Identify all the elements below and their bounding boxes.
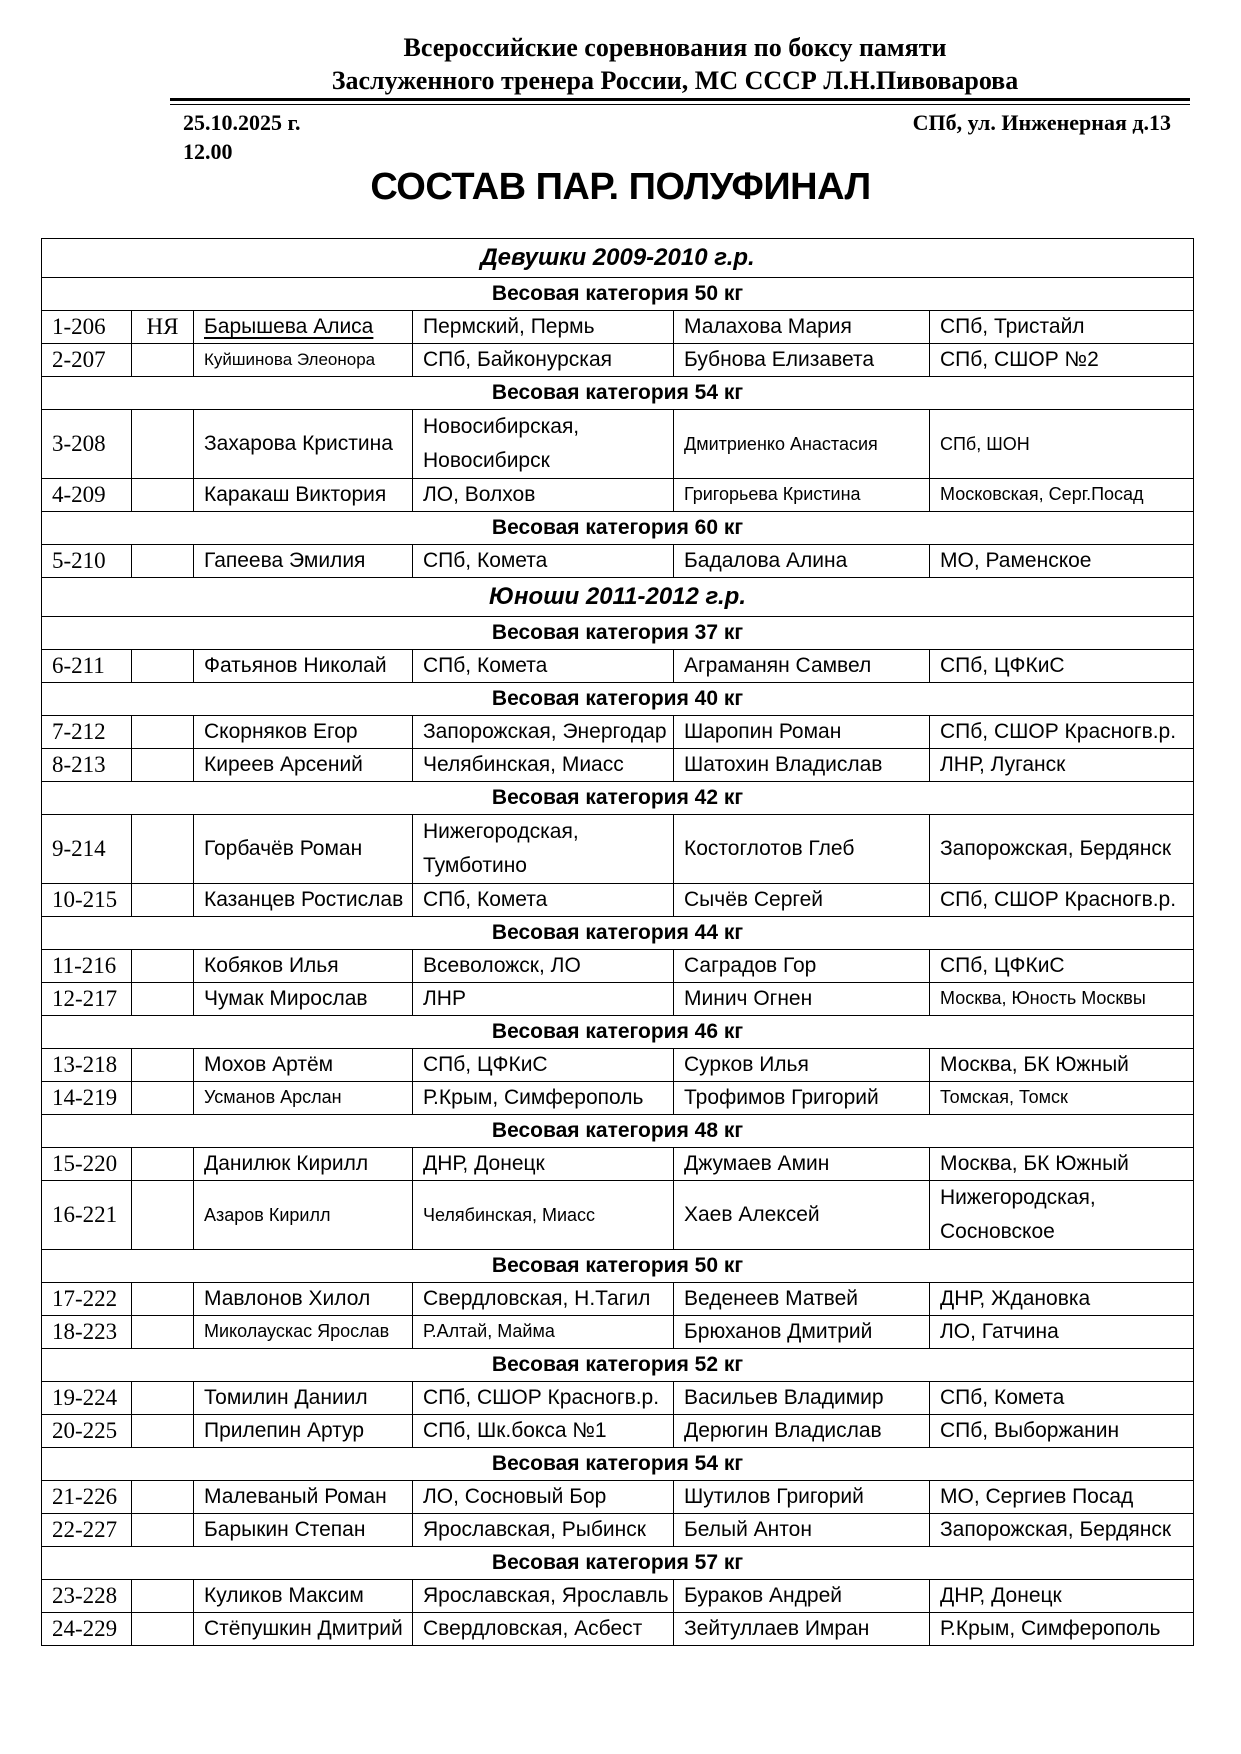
pairs-table — [41, 238, 1194, 1646]
blue-corner-team: СПб, Тристайл — [930, 311, 1194, 344]
weight-category-row — [42, 917, 1194, 950]
header-line-1: Всероссийские соревнования по боксу памяти — [403, 33, 947, 62]
pair-row — [42, 545, 1194, 578]
blue-corner-team: Москва, Юность Москвы — [930, 983, 1194, 1016]
status-flag — [132, 1613, 194, 1646]
pair-row — [42, 1049, 1194, 1082]
pair-row — [42, 749, 1194, 782]
group-header-row — [42, 239, 1194, 278]
red-corner-team: СПб, Комета — [413, 650, 674, 683]
blue-corner-team: Запорожская, Бердянск — [930, 815, 1194, 884]
blue-corner-team: ДНР, Донецк — [930, 1580, 1194, 1613]
blue-corner-team: МО, Сергиев Посад — [930, 1481, 1194, 1514]
status-flag — [132, 1082, 194, 1115]
red-corner-boxer: Малеваный Роман — [194, 1481, 413, 1514]
page-title: СОСТАВ ПАР. ПОЛУФИНАЛ — [370, 166, 871, 208]
status-flag — [132, 650, 194, 683]
status-flag — [132, 1148, 194, 1181]
red-corner-boxer: Захарова Кристина — [194, 410, 413, 479]
pair-row — [42, 983, 1194, 1016]
event-date: 25.10.2025 г. — [183, 110, 301, 135]
pair-number: 18-223 — [42, 1316, 132, 1349]
weight-category-row — [42, 377, 1194, 410]
pair-row — [42, 1283, 1194, 1316]
weight-category-row — [42, 683, 1194, 716]
weight-category-label: Весовая категория 50 кг — [42, 1250, 1194, 1283]
pair-number: 1-206 — [42, 311, 132, 344]
status-flag — [132, 1514, 194, 1547]
pair-row — [42, 1613, 1194, 1646]
red-corner-boxer: Барыкин Степан — [194, 1514, 413, 1547]
status-flag — [132, 1181, 194, 1250]
status-flag — [132, 950, 194, 983]
red-corner-boxer: Мохов Артём — [194, 1049, 413, 1082]
weight-category-label: Весовая категория 48 кг — [42, 1115, 1194, 1148]
red-corner-team: Всеволожск, ЛО — [413, 950, 674, 983]
pair-number: 7-212 — [42, 716, 132, 749]
red-corner-boxer: Миколаускас Ярослав — [194, 1316, 413, 1349]
pair-number: 19-224 — [42, 1382, 132, 1415]
pair-number: 13-218 — [42, 1049, 132, 1082]
red-corner-boxer: Стёпушкин Дмитрий — [194, 1613, 413, 1646]
blue-corner-boxer: Дмитриенко Анастасия — [674, 410, 930, 479]
header-rule-thin — [170, 104, 1190, 105]
pair-number: 20-225 — [42, 1415, 132, 1448]
weight-category-row — [42, 1115, 1194, 1148]
red-corner-boxer: Каракаш Виктория — [194, 479, 413, 512]
blue-corner-boxer: Белый Антон — [674, 1514, 930, 1547]
red-corner-team: Ярославская, Рыбинск — [413, 1514, 674, 1547]
weight-category-row — [42, 782, 1194, 815]
pair-number: 14-219 — [42, 1082, 132, 1115]
status-flag — [132, 1316, 194, 1349]
status-flag — [132, 1415, 194, 1448]
pair-row — [42, 1514, 1194, 1547]
blue-corner-boxer: Малахова Мария — [674, 311, 930, 344]
blue-corner-boxer: Дерюгин Владислав — [674, 1415, 930, 1448]
status-flag — [132, 545, 194, 578]
status-flag — [132, 884, 194, 917]
blue-corner-team: ЛО, Гатчина — [930, 1316, 1194, 1349]
blue-corner-team: Москва, БК Южный — [930, 1148, 1194, 1181]
blue-corner-team: СПб, ЦФКиС — [930, 650, 1194, 683]
pair-number: 9-214 — [42, 815, 132, 884]
pair-number: 24-229 — [42, 1613, 132, 1646]
red-corner-team: СПб, Шк.бокса №1 — [413, 1415, 674, 1448]
weight-category-row — [42, 1547, 1194, 1580]
red-corner-team: ДНР, Донецк — [413, 1148, 674, 1181]
pair-number: 11-216 — [42, 950, 132, 983]
blue-corner-boxer: Бураков Андрей — [674, 1580, 930, 1613]
blue-corner-team: Московская, Серг.Посад — [930, 479, 1194, 512]
age-group-label: Юноши 2011-2012 г.р. — [42, 578, 1194, 617]
red-corner-boxer: Киреев Арсений — [194, 749, 413, 782]
weight-category-row — [42, 278, 1194, 311]
age-group-label: Девушки 2009-2010 г.р. — [42, 239, 1194, 278]
blue-corner-team: ДНР, Ждановка — [930, 1283, 1194, 1316]
status-flag — [132, 983, 194, 1016]
red-corner-team: Р.Алтай, Майма — [413, 1316, 674, 1349]
blue-corner-boxer: Зейтуллаев Имран — [674, 1613, 930, 1646]
pair-number: 2-207 — [42, 344, 132, 377]
weight-category-label: Весовая категория 37 кг — [42, 617, 1194, 650]
weight-category-label: Весовая категория 54 кг — [42, 377, 1194, 410]
pair-row — [42, 344, 1194, 377]
pair-row — [42, 716, 1194, 749]
pair-number: 12-217 — [42, 983, 132, 1016]
pair-number: 8-213 — [42, 749, 132, 782]
red-corner-team: Челябинская, Миасс — [413, 749, 674, 782]
pair-row — [42, 311, 1194, 344]
weight-category-row — [42, 1448, 1194, 1481]
weight-category-label: Весовая категория 60 кг — [42, 512, 1194, 545]
blue-corner-boxer: Хаев Алексей — [674, 1181, 930, 1250]
pair-row — [42, 1082, 1194, 1115]
weight-category-label: Весовая категория 40 кг — [42, 683, 1194, 716]
weight-category-label: Весовая категория 54 кг — [42, 1448, 1194, 1481]
status-flag — [132, 410, 194, 479]
header-rule-thick — [170, 98, 1190, 101]
red-corner-team: ЛНР — [413, 983, 674, 1016]
red-corner-boxer-name: Барышева Алиса — [204, 315, 374, 339]
blue-corner-boxer: Веденеев Матвей — [674, 1283, 930, 1316]
pair-number: 23-228 — [42, 1580, 132, 1613]
red-corner-team: Пермский, Пермь — [413, 311, 674, 344]
red-corner-team: Нижегородская, Тумботино — [413, 815, 674, 884]
red-corner-boxer: Куликов Максим — [194, 1580, 413, 1613]
blue-corner-team: СПб, Комета — [930, 1382, 1194, 1415]
blue-corner-boxer: Сычёв Сергей — [674, 884, 930, 917]
red-corner-team: СПб, ЦФКиС — [413, 1049, 674, 1082]
status-flag — [132, 479, 194, 512]
blue-corner-boxer: Саградов Гор — [674, 950, 930, 983]
pair-number: 3-208 — [42, 410, 132, 479]
red-corner-boxer: Чумак Мирослав — [194, 983, 413, 1016]
red-corner-boxer: Данилюк Кирилл — [194, 1148, 413, 1181]
red-corner-team: Челябинская, Миасс — [413, 1181, 674, 1250]
red-corner-team: Ярославская, Ярославль — [413, 1580, 674, 1613]
status-flag — [132, 749, 194, 782]
weight-category-label: Весовая категория 57 кг — [42, 1547, 1194, 1580]
pair-row — [42, 1580, 1194, 1613]
pair-number: 22-227 — [42, 1514, 132, 1547]
pair-number: 16-221 — [42, 1181, 132, 1250]
blue-corner-team: СПб, ЦФКиС — [930, 950, 1194, 983]
red-corner-boxer: Куйшинова Элеонора — [194, 344, 413, 377]
red-corner-team: СПб, СШОР Красногв.р. — [413, 1382, 674, 1415]
pair-number: 4-209 — [42, 479, 132, 512]
blue-corner-team: СПб, СШОР Красногв.р. — [930, 884, 1194, 917]
header-line-2: Заслуженного тренера России, МС СССР Л.Н.Пивоварова — [331, 66, 1019, 95]
pair-number: 21-226 — [42, 1481, 132, 1514]
pair-row — [42, 884, 1194, 917]
red-corner-boxer: Казанцев Ростислав — [194, 884, 413, 917]
red-corner-boxer: Кобяков Илья — [194, 950, 413, 983]
red-corner-team: Запорожская, Энергодар — [413, 716, 674, 749]
blue-corner-team: СПб, ШОН — [930, 410, 1194, 479]
status-flag — [132, 1382, 194, 1415]
blue-corner-boxer: Бадалова Алина — [674, 545, 930, 578]
pair-row — [42, 1415, 1194, 1448]
status-flag — [132, 1580, 194, 1613]
status-flag — [132, 815, 194, 884]
blue-corner-boxer: Сурков Илья — [674, 1049, 930, 1082]
red-corner-boxer: Прилепин Артур — [194, 1415, 413, 1448]
red-corner-team: СПб, Байконурская — [413, 344, 674, 377]
red-corner-boxer: Усманов Арслан — [194, 1082, 413, 1115]
status-flag: НЯ — [132, 311, 194, 344]
status-flag — [132, 716, 194, 749]
blue-corner-team: СПб, СШОР №2 — [930, 344, 1194, 377]
blue-corner-boxer: Брюханов Дмитрий — [674, 1316, 930, 1349]
blue-corner-team: Нижегородская, Сосновское — [930, 1181, 1194, 1250]
red-corner-team: Свердловская, Асбест — [413, 1613, 674, 1646]
blue-corner-boxer: Шатохин Владислав — [674, 749, 930, 782]
blue-corner-team: СПб, Выборжанин — [930, 1415, 1194, 1448]
pair-row — [42, 650, 1194, 683]
blue-corner-boxer: Минич Огнен — [674, 983, 930, 1016]
pair-number: 10-215 — [42, 884, 132, 917]
weight-category-label: Весовая категория 52 кг — [42, 1349, 1194, 1382]
pair-row — [42, 1382, 1194, 1415]
event-place: СПб, ул. Инженерная д.13 — [912, 110, 1171, 135]
weight-category-row — [42, 617, 1194, 650]
weight-category-row — [42, 512, 1194, 545]
pair-number: 6-211 — [42, 650, 132, 683]
weight-category-label: Весовая категория 50 кг — [42, 278, 1194, 311]
pair-row — [42, 1148, 1194, 1181]
event-time: 12.00 — [183, 139, 233, 164]
weight-category-row — [42, 1016, 1194, 1049]
pair-row — [42, 1316, 1194, 1349]
blue-corner-boxer: Бубнова Елизавета — [674, 344, 930, 377]
status-flag — [132, 1481, 194, 1514]
blue-corner-team: Москва, БК Южный — [930, 1049, 1194, 1082]
red-corner-boxer — [194, 311, 413, 344]
pair-row — [42, 950, 1194, 983]
red-corner-boxer: Томилин Даниил — [194, 1382, 413, 1415]
red-corner-team: ЛО, Сосновый Бор — [413, 1481, 674, 1514]
pair-row — [42, 410, 1194, 479]
blue-corner-boxer: Шаропин Роман — [674, 716, 930, 749]
weight-category-row — [42, 1250, 1194, 1283]
pair-row — [42, 815, 1194, 884]
weight-category-row — [42, 1349, 1194, 1382]
weight-category-label: Весовая категория 46 кг — [42, 1016, 1194, 1049]
red-corner-team: СПб, Комета — [413, 545, 674, 578]
red-corner-boxer: Горбачёв Роман — [194, 815, 413, 884]
blue-corner-team: Томская, Томск — [930, 1082, 1194, 1115]
red-corner-boxer: Гапеева Эмилия — [194, 545, 413, 578]
weight-category-label: Весовая категория 42 кг — [42, 782, 1194, 815]
blue-corner-boxer: Васильев Владимир — [674, 1382, 930, 1415]
red-corner-boxer: Азаров Кирилл — [194, 1181, 413, 1250]
red-corner-boxer: Скорняков Егор — [194, 716, 413, 749]
group-header-row — [42, 578, 1194, 617]
pair-row — [42, 1181, 1194, 1250]
blue-corner-boxer: Джумаев Амин — [674, 1148, 930, 1181]
status-flag — [132, 1049, 194, 1082]
red-corner-team: Свердловская, Н.Тагил — [413, 1283, 674, 1316]
red-corner-boxer: Мавлонов Хилол — [194, 1283, 413, 1316]
status-flag — [132, 344, 194, 377]
pair-number: 15-220 — [42, 1148, 132, 1181]
blue-corner-boxer: Шутилов Григорий — [674, 1481, 930, 1514]
blue-corner-boxer: Аграманян Самвел — [674, 650, 930, 683]
status-flag — [132, 1283, 194, 1316]
blue-corner-team: СПб, СШОР Красногв.р. — [930, 716, 1194, 749]
blue-corner-boxer: Костоглотов Глеб — [674, 815, 930, 884]
blue-corner-team: Р.Крым, Симферополь — [930, 1613, 1194, 1646]
red-corner-team: Р.Крым, Симферополь — [413, 1082, 674, 1115]
blue-corner-team: Запорожская, Бердянск — [930, 1514, 1194, 1547]
blue-corner-boxer: Трофимов Григорий — [674, 1082, 930, 1115]
weight-category-label: Весовая категория 44 кг — [42, 917, 1194, 950]
red-corner-team: ЛО, Волхов — [413, 479, 674, 512]
pair-row — [42, 1481, 1194, 1514]
red-corner-boxer: Фатьянов Николай — [194, 650, 413, 683]
blue-corner-team: ЛНР, Луганск — [930, 749, 1194, 782]
pair-row — [42, 479, 1194, 512]
red-corner-team: Новосибирская, Новосибирск — [413, 410, 674, 479]
blue-corner-team: МО, Раменское — [930, 545, 1194, 578]
red-corner-team: СПб, Комета — [413, 884, 674, 917]
pair-number: 5-210 — [42, 545, 132, 578]
blue-corner-boxer: Григорьева Кристина — [674, 479, 930, 512]
pair-number: 17-222 — [42, 1283, 132, 1316]
